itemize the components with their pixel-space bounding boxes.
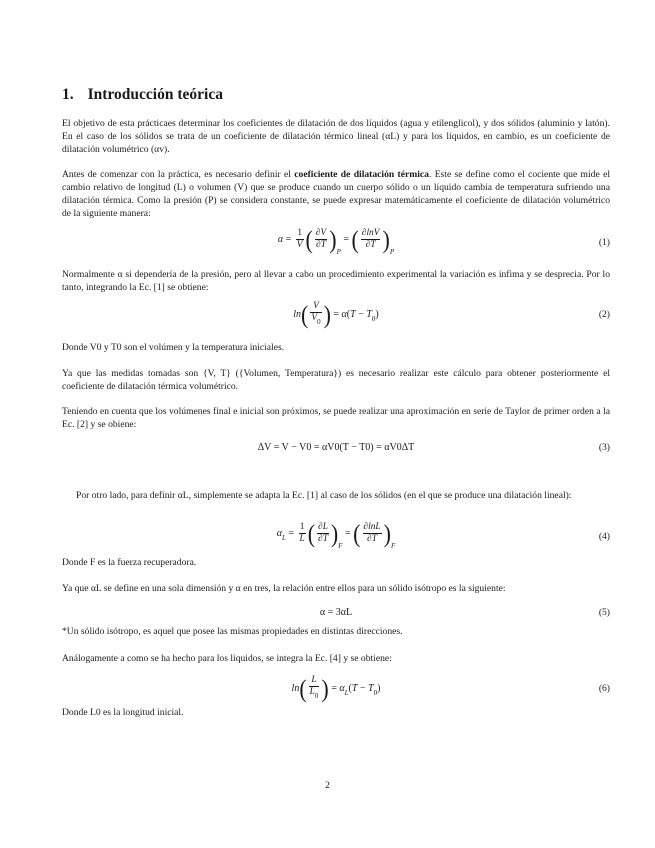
definition-bold-term: coeficiente de dilatación térmica [294, 169, 429, 180]
equation-6-number: (6) [598, 683, 610, 694]
equation-2-number: (2) [598, 309, 610, 320]
paragraph-measurements: Ya que las medidas tomadas son {V, T} ({Volumen, Temperatura}) es necesario realizar este cálculo para obtener posteriormente el coeficiente de dilatación térmica volumétrico. [62, 368, 610, 392]
equation-1-math: α = $\frac{1}{V}$ ( $\frac{\partial V}{\partial T}$ )$_P$ = ( $\frac{\partial\ln V}{\partial T}$ )$_P$ [277, 224, 395, 256]
equation-6 [62, 675, 610, 705]
paragraph-objective: El objetivo de esta prácticaes determinar los coeficientes de dilatación de dos líquidos (agua y etilenglicol), y dos sólidos (aluminio y latón). En el caso de los sólidos se trata de un coeficiente de dilatación térmico lineal (αL) y para los líquidos, en cambio, es un coeficiente de dilatación volumétrico (αv). [62, 118, 610, 155]
paragraph-definition [62, 168, 610, 220]
paragraph-pressure: Normalmente α si dependería de la presión, pero al llevar a cabo un procedimiento experimental la variación es ínfima y se desprecia. Por lo tanto, integrando la Ec. [1] se obtiene: [62, 269, 610, 293]
paragraph-linear: Por otro lado, para definir αL, simplemente se adapta la Ec. [1] al caso de los sólidos (en el que se produce una dilatación lineal): [76, 490, 572, 501]
equation-1-number: (1) [598, 237, 610, 248]
paragraph-isotropic-relation: Ya que αL se define en una sola dimensión y α en tres, la relación entre ellos para un sólido isótropo es la siguiente: [62, 583, 506, 594]
equation-3-number: (3) [598, 442, 610, 453]
section-title: Introducción teórica [87, 86, 223, 103]
paragraph-initial-length: Donde L0 es la longitud inicial. [62, 707, 184, 718]
paragraph-initial-values: Donde V0 y T0 son el volúmen y la temperatura iniciales. [62, 342, 285, 353]
equation-3-math: ΔV = V − V0 = αV0(T − T0) = αV0ΔT [257, 442, 415, 453]
definition-text-start: Antes de comenzar con la práctica, es necesario definir el [62, 169, 295, 180]
equation-5-math: α = 3αL [319, 607, 353, 618]
equation-4 [62, 518, 610, 552]
equation-1 [62, 224, 610, 258]
equation-5-number: (5) [598, 607, 610, 618]
equation-4-number: (4) [598, 531, 610, 542]
equation-4-math: $\alpha_L$ = $\frac{1}{L}$ ( $\frac{\partial L}{\partial T}$ )$_F$ = ( $\frac{\partial\ln L}{\partial T}$ )$_F$ [276, 518, 396, 550]
page-number: 2 [325, 780, 330, 791]
paragraph-isotropic-note: *Un sólido isótropo, es aquel que posee las mismas propiedades en distintas direcciones. [62, 626, 403, 637]
section-number: 1. [62, 86, 74, 103]
definition-text-end: . Este se define como el cociente que mide el cambio relativo de longitud (L) o volumen (V) que se produce cuando un cuerpo sólido o un líquido cambia de temperatura sufriendo una dilatación térmica. Como la presión (P) se considera constante, se puede expresar matemáticamente el coeficiente de dilatación volumétrico de la siguiente manera: [62, 169, 610, 219]
paragraph-restoring-force: Donde F es la fuerza recuperadora. [62, 557, 197, 568]
section-heading [62, 86, 223, 104]
equation-3 [62, 442, 610, 472]
paragraph-analogous: Análogamente a como se ha hecho para los líquidos, se integra la Ec. [4] y se obtiene: [62, 653, 392, 664]
paragraph-taylor: Teniendo en cuenta que los volúmenes final e inicial son próximos, se puede realizar una aproximación en serie de Taylor de primer orden a la Ec. [2] y se obiene: [62, 406, 610, 430]
equation-6-math: ln( $\frac{L}{L_0}$ ) = $\alpha_L(T - T_0)$ [291, 673, 381, 703]
equation-2-math: ln( $\frac{V}{V_0}$ ) = $\alpha(T - T_0)$ [293, 299, 379, 329]
equation-2 [62, 301, 610, 331]
